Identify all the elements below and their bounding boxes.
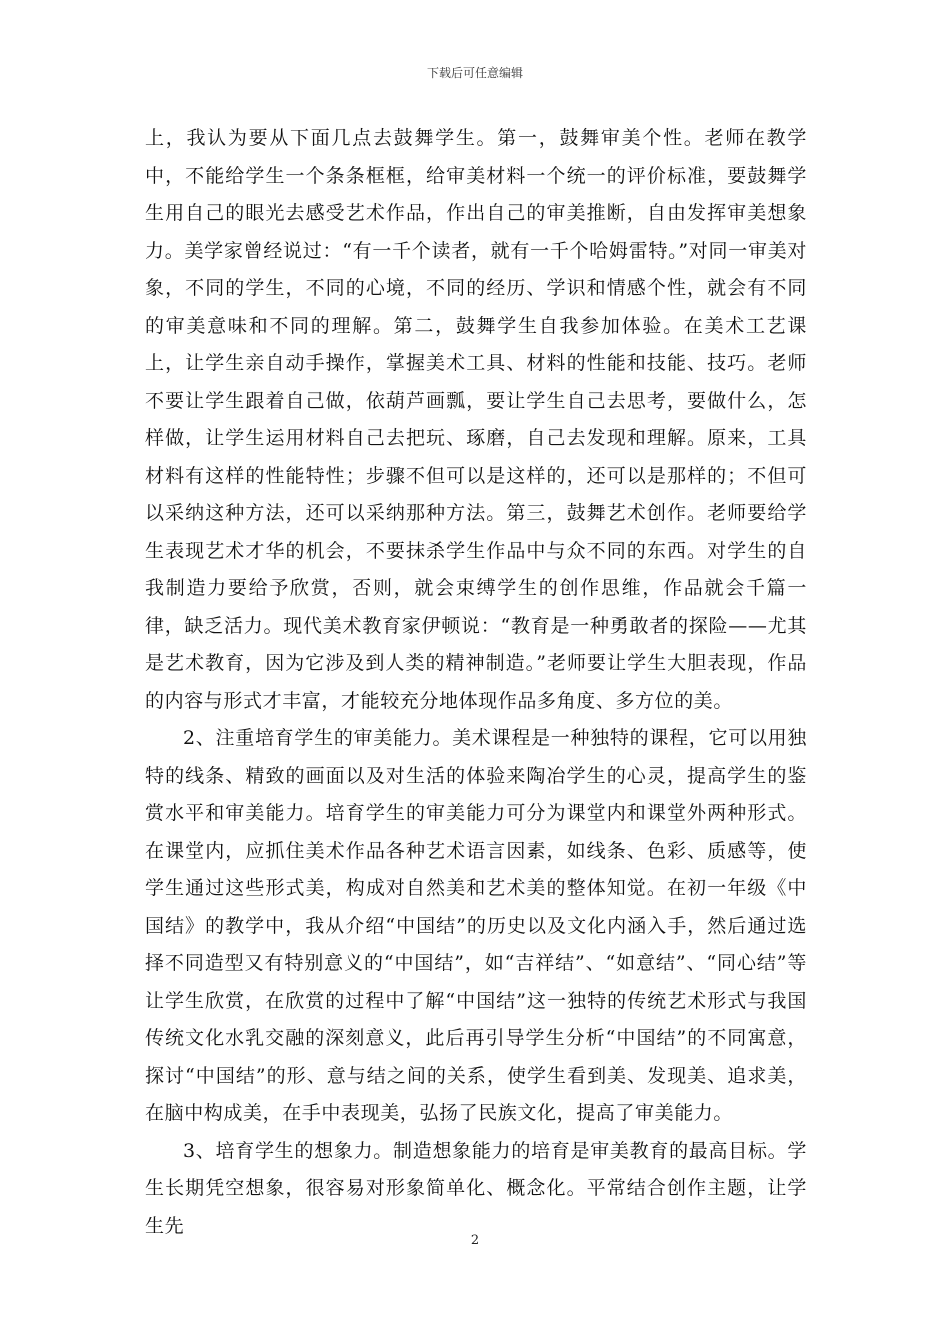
document-body xyxy=(145,120,807,1245)
paragraph-continued: 上，我认为要从下面几点去鼓舞学生。第一，鼓舞审美个性。老师在教学中，不能给学生一个条条框框，给审美材料一个统一的评价标准，要鼓舞学生用自己的眼光去感受艺术作品，作出自己的审美推断，自由发挥审美想象力。美学家曾经说过：“有一千个读者，就有一千个哈姆雷特。”对同一审美对象，不同的学生，不同的心境，不同的经历、学识和情感个性，就会有不同的审美意味和不同的理解。第二，鼓舞学生自我参加体验。在美术工艺课上，让学生亲自动手操作，掌握美术工具、材料的性能和技能、技巧。老师不要让学生跟着自己做，依葫芦画瓢，要让学生自己去思考，要做什么，怎样做，让学生运用材料自己去把玩、琢磨，自己去发现和理解。原来，工具材料有这样的性能特性；步骤不但可以是这样的，还可以是那样的；不但可以采纳这种方法，还可以采纳那种方法。第三，鼓舞艺术创作。老师要给学生表现艺术才华的机会，不要抹杀学生作品中与众不同的东西。对学生的自我制造力要给予欣赏，否则，就会束缚学生的创作思维，作品就会千篇一律，缺乏活力。现代美术教育家伊顿说：“教育是一种勇敢者的探险——尤其是艺术教育，因为它涉及到人类的精神制造。”老师要让学生大胆表现，作品的内容与形式才丰富，才能较充分地体现作品多角度、多方位的美。 xyxy=(145,127,807,712)
paragraph-aesthetic-ability: 2、注重培育学生的审美能力。美术课程是一种独特的课程，它可以用独特的线条、精致的画面以及对生活的体验来陶冶学生的心灵，提高学生的鉴赏水平和审美能力。培育学生的审美能力可分为课堂内和课堂外两种形式。在课堂内，应抓住美术作品各种艺术语言因素，如线条、色彩、质感等，使学生通过这些形式美，构成对自然美和艺术美的整体知觉。在初一年级《中国结》的教学中，我从介绍“中国结”的历史以及文化内涵入手，然后通过选择不同造型又有特别意义的“中国结”，如“吉祥结”、“如意结”、“同心结”等让学生欣赏，在欣赏的过程中了解“中国结”这一独特的传统艺术形式与我国传统文化水乳交融的深刻意义，此后再引导学生分析“中国结”的不同寓意，探讨“中国结”的形、意与结之间的关系，使学生看到美、发现美、追求美，在脑中构成美，在手中表现美，弘扬了民族文化，提高了审美能力。 xyxy=(145,727,807,1124)
page-number: 2 xyxy=(470,1233,480,1248)
page-header: 下载后可任意编辑 xyxy=(426,66,523,80)
paragraph-imagination: 3、培育学生的想象力。制造想象能力的培育是审美教育的最高目标。学生长期凭空想象，很容易对形象简单化、概念化。平常结合创作主题，让学生先 xyxy=(145,1139,807,1237)
